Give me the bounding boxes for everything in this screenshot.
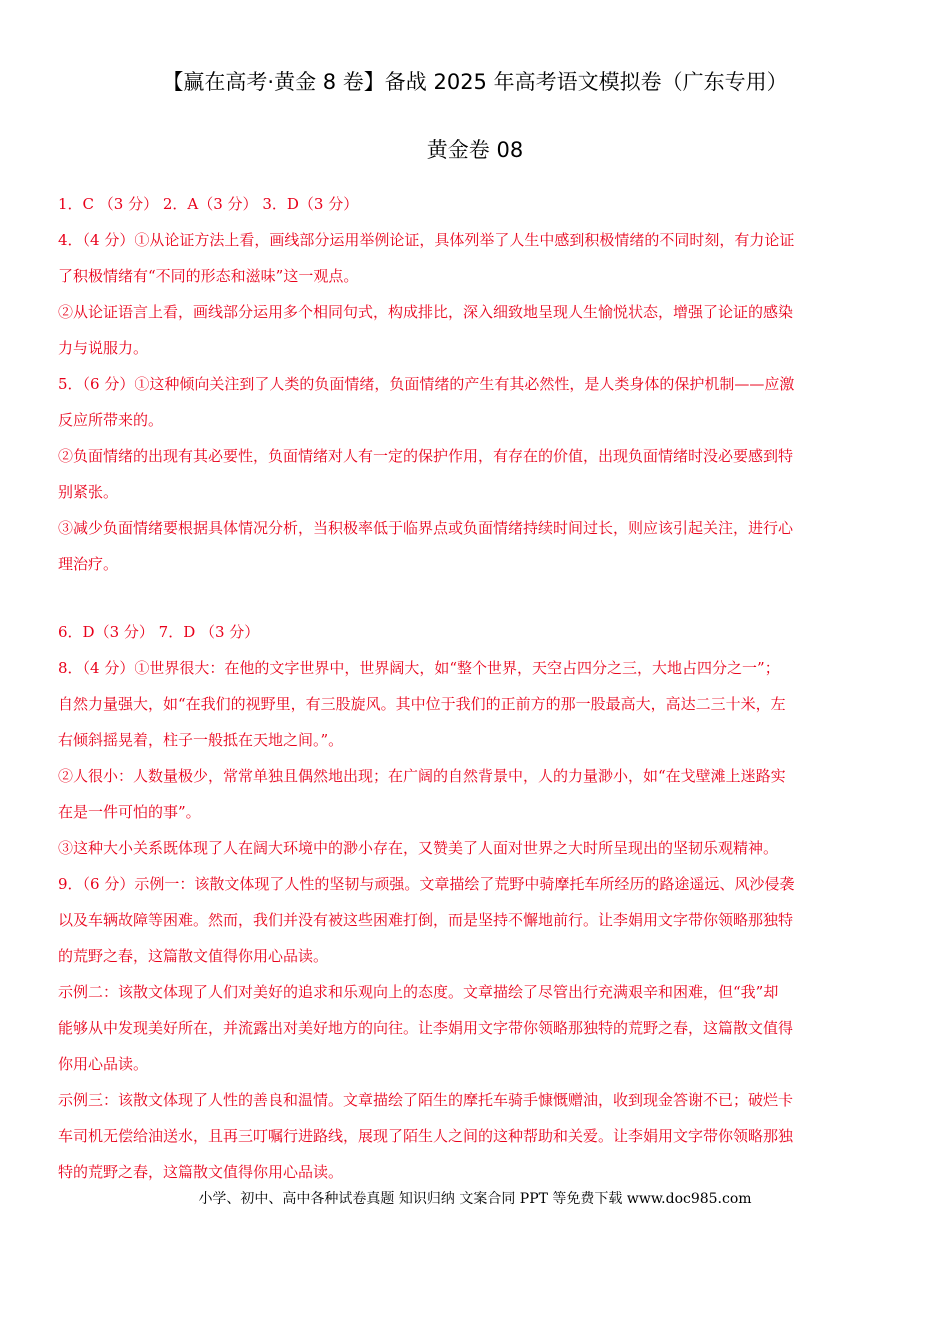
page-title: 【赢在高考·黄金 8 卷】备战 2025 年高考语文模拟卷（广东专用） — [162, 70, 788, 94]
answer-line: ③这种大小关系既体现了人在阔大环境中的渺小存在，又赞美了人面对世界之大时所呈现出的坚韧乐观精神。 — [58, 839, 779, 857]
answer-line: 在是一件可怕的事”。 — [58, 803, 201, 821]
answer-line: 自然力量强大，如“在我们的视野里，有三股旋风。其中位于我们的正前方的那一股最高大，高达二三十米，左 — [58, 695, 786, 713]
answer-line: 的荒野之春，这篇散文值得你用心品读。 — [58, 947, 329, 965]
answer-line: ③减少负面情绪要根据具体情况分析，当积极率低于临界点或负面情绪持续时间过长，则应该引起关注，进行心 — [58, 519, 794, 537]
answer-line: 示例二：该散文体现了人们对美好的追求和乐观向上的态度。文章描绘了尽管出行充满艰辛和困难，但“我”却 — [58, 983, 779, 1001]
answer-line: 示例三：该散文体现了人性的善良和温情。文章描绘了陌生的摩托车骑手慷慨赠油，收到现金答谢不已；破烂卡 — [58, 1091, 794, 1109]
answer-line: 车司机无偿给油送水，且再三叮嘱行进路线，展现了陌生人之间的这种帮助和关爱。让李娟用文字带你领略那独 — [58, 1127, 794, 1145]
answer-line: 4．（4 分）①从论证方法上看，画线部分运用举例论证，具体列举了人生中感到积极情绪的不同时刻，有力论证 — [58, 231, 795, 249]
answer-line: 了积极情绪有“不同的形态和滋味”这一观点。 — [58, 267, 359, 285]
answer-line: 反应所带来的。 — [58, 411, 164, 429]
page-footer: 小学、初中、高中各种试卷真题 知识归纳 文案合同 PPT 等免费下载 www.doc985.com — [198, 1191, 752, 1207]
section-gap — [58, 582, 884, 614]
answer-line: 理治疗。 — [58, 555, 119, 573]
answer-line: ②负面情绪的出现有其必要性，负面情绪对人有一定的保护作用，有存在的价值，出现负面情绪时没必要感到特 — [58, 447, 794, 465]
answer-line: 你用心品读。 — [58, 1055, 149, 1073]
answer-line: 5．（6 分）①这种倾向关注到了人类的负面情绪，负面情绪的产生有其必然性，是人类身体的保护机制——应激 — [58, 375, 795, 393]
answer-line: 9．（6 分）示例一：该散文体现了人性的坚韧与顽强。文章描绘了荒野中骑摩托车所经历的路途遥远、风沙侵袭 — [58, 875, 795, 893]
answer-line: 右倾斜摇晃着，柱子一般抵在天地之间。”。 — [58, 731, 344, 749]
answer-line: ②从论证语言上看，画线部分运用多个相同句式，构成排比，深入细致地呈现人生愉悦状态，增强了论证的感染 — [58, 303, 794, 321]
answer-line: 以及车辆故障等困难。然而，我们并没有被这些困难打倒，而是坚持不懈地前行。让李娟用文字带你领略那独特 — [58, 911, 794, 929]
answer-line-mc-6-7: 6．D（3 分） 7．D （3 分） — [58, 623, 260, 641]
answer-line-mc-1-3: 1．C （3 分） 2．A（3 分） 3．D（3 分） — [58, 195, 359, 213]
answer-line: 能够从中发现美好所在，并流露出对美好地方的向往。让李娟用文字带你领略那独特的荒野之春，这篇散文值得 — [58, 1019, 794, 1037]
answer-line: ②人很小：人数量极少，常常单独且偶然地出现；在广阔的自然背景中，人的力量渺小，如“在戈壁滩上迷路实 — [58, 767, 786, 785]
answer-line: 特的荒野之春，这篇散文值得你用心品读。 — [58, 1163, 344, 1181]
page-subtitle: 黄金卷 08 — [426, 138, 524, 162]
answer-line: 别紧张。 — [58, 483, 119, 501]
answer-line: 力与说服力。 — [58, 339, 149, 357]
answer-line: 8．（4 分）①世界很大：在他的文字世界中，世界阔大，如“整个世界，天空占四分之三，大地占四分之一”； — [58, 659, 780, 677]
answer-body — [58, 186, 884, 1190]
